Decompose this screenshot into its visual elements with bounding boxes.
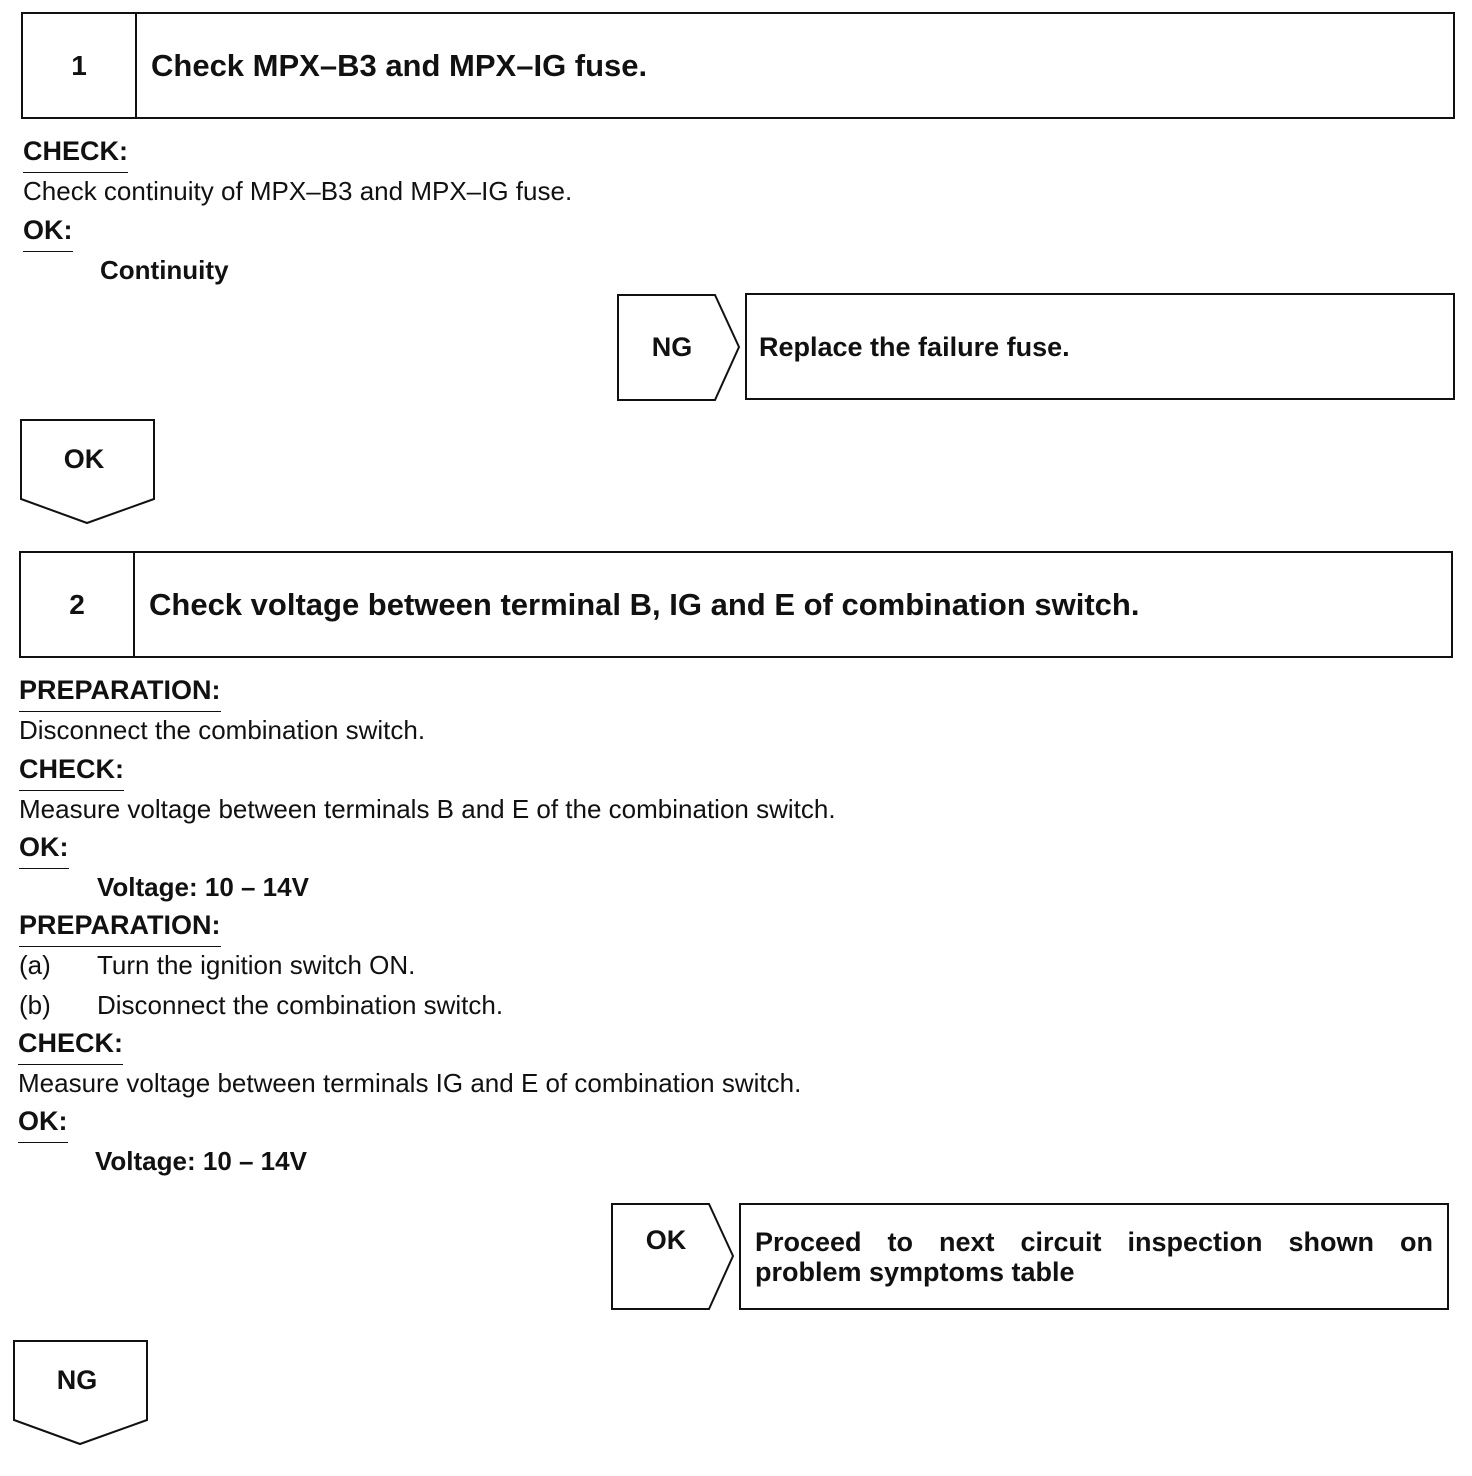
step-1-title: Check MPX–B3 and MPX–IG fuse. — [151, 47, 648, 83]
step-2-ng-down-label: NG — [56, 1365, 98, 1395]
step-1-check-text: Check continuity of MPX–B3 and MPX–IG fuse. — [23, 176, 573, 206]
step-1-ok-down-label: OK — [63, 444, 105, 474]
step-1-ok-label: OK: — [23, 215, 73, 252]
step-1-ng-action-box — [745, 293, 1455, 400]
step-2-ok-action-text: Proceed to next circuit inspection shown on problem symptoms table — [755, 1226, 1433, 1287]
step-2-check-2-label: CHECK: — [18, 1028, 123, 1065]
step-2-prep-2-item-b-text: Disconnect the combination switch. — [97, 990, 504, 1020]
step-2-ok-label: OK — [645, 1225, 687, 1255]
step-2-check-2-text: Measure voltage between terminals IG and E of combination switch. — [18, 1068, 802, 1098]
step-2-header — [19, 551, 1453, 658]
step-2-ok-2-label: OK: — [18, 1106, 68, 1143]
step-1-ok-value: Continuity — [100, 255, 229, 285]
step-2-number: 2 — [21, 553, 135, 656]
step-2-prep-2-item-b-marker: (b) — [19, 990, 51, 1020]
step-1-check-label: CHECK: — [23, 136, 128, 173]
step-2-title: Check voltage between terminal B, IG and E of combination switch. — [149, 586, 1140, 622]
step-1-number: 1 — [23, 14, 137, 117]
step-2-ok-action-box — [739, 1203, 1449, 1310]
step-1-ng-label: NG — [651, 332, 693, 362]
step-2-ok-2-value: Voltage: 10 – 14V — [95, 1146, 307, 1176]
step-2-ok-arrow-shape — [611, 1203, 735, 1311]
step-2-check-1-text: Measure voltage between terminals B and E of the combination switch. — [19, 794, 836, 824]
step-2-prep-2-item-a-text: Turn the ignition switch ON. — [97, 950, 416, 980]
step-2-prep-2-item-a-marker: (a) — [19, 950, 51, 980]
step-1-ng-action-text: Replace the failure fuse. — [759, 331, 1070, 362]
step-2-prep-2-label: PREPARATION: — [19, 910, 221, 947]
step-2-ok-1-value: Voltage: 10 – 14V — [97, 872, 309, 902]
step-2-prep-1-text: Disconnect the combination switch. — [19, 715, 426, 745]
step-2-ok-1-label: OK: — [19, 832, 69, 869]
step-2-check-1-label: CHECK: — [19, 754, 124, 791]
step-1-header — [21, 12, 1455, 119]
step-2-prep-1-label: PREPARATION: — [19, 675, 221, 712]
